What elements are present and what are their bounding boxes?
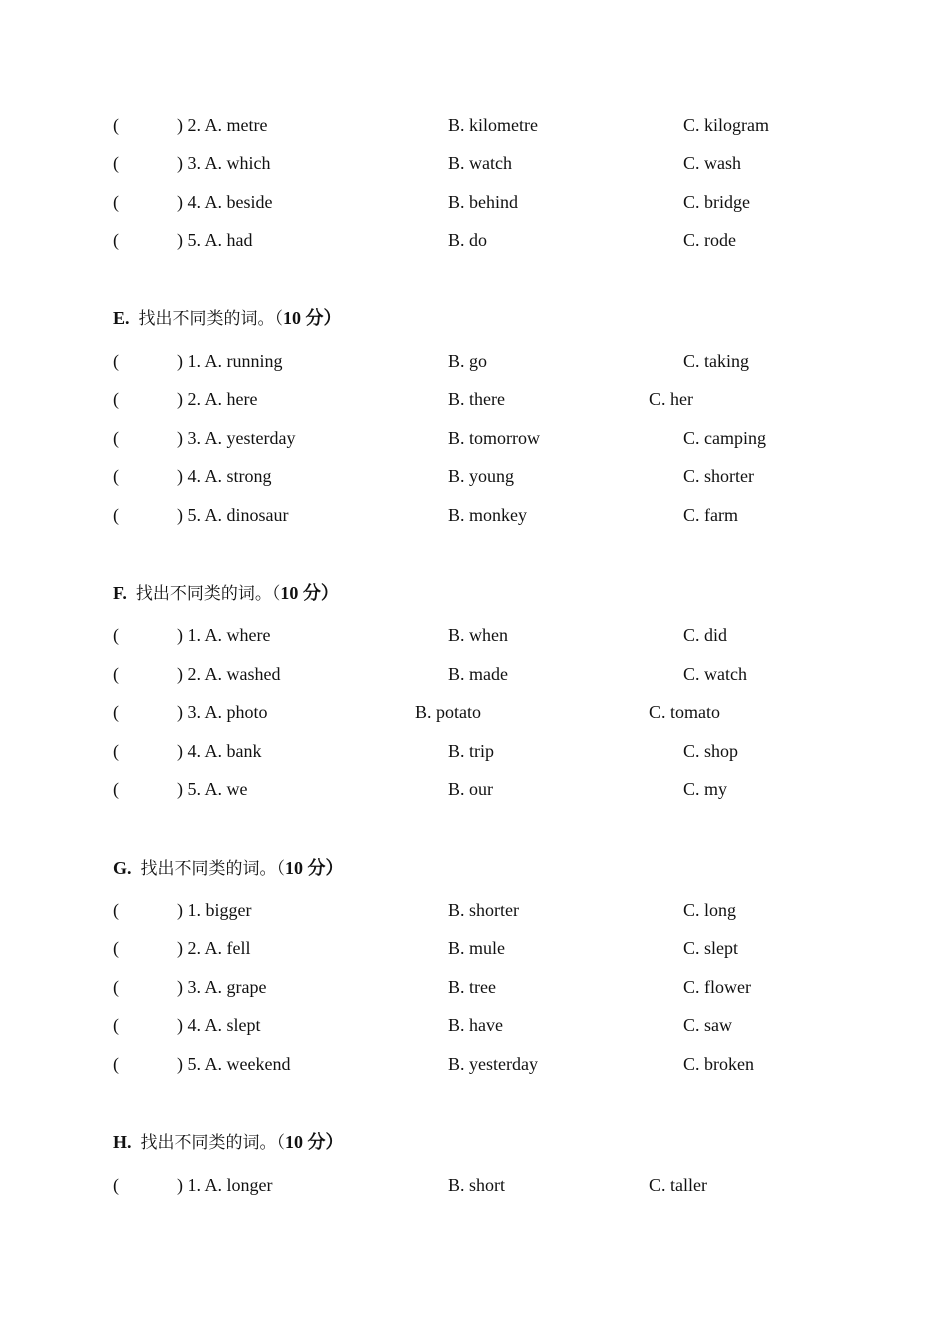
option-a: ) 1. A. where	[177, 625, 271, 645]
option-c: C. farm	[683, 505, 738, 525]
answer-paren: (	[113, 1175, 119, 1195]
option-a: ) 5. A. had	[177, 230, 253, 250]
question-row	[0, 895, 950, 925]
option-b: B. trip	[448, 741, 495, 761]
option-b: B. tomorrow	[448, 428, 540, 448]
option-c: C. saw	[683, 1015, 732, 1035]
question-row	[0, 1010, 950, 1040]
option-c: C. taller	[649, 1175, 707, 1195]
answer-paren: (	[113, 625, 119, 645]
question-row	[0, 972, 950, 1002]
option-a: ) 4. A. strong	[177, 466, 272, 486]
section-title: 找出不同类的词。（	[140, 1133, 286, 1153]
section-title: 找出不同类的词。（	[140, 859, 286, 879]
option-a: ) 2. A. washed	[177, 664, 281, 684]
section-heading-e	[113, 303, 342, 333]
option-c: C. broken	[683, 1054, 754, 1074]
answer-paren: (	[113, 230, 119, 250]
question-row	[0, 697, 950, 727]
option-a: ) 2. A. here	[177, 389, 258, 409]
option-b: B. when	[448, 625, 508, 645]
option-c: C. tomato	[649, 702, 720, 722]
option-a: ) 3. A. which	[177, 153, 271, 173]
answer-paren: (	[113, 977, 119, 997]
option-b: B. watch	[448, 153, 512, 173]
option-b: B. short	[448, 1175, 506, 1195]
option-a: ) 1. bigger	[177, 900, 252, 920]
option-a: ) 2. A. metre	[177, 115, 268, 135]
question-row	[0, 933, 950, 963]
question-row	[0, 620, 950, 650]
option-c: C. taking	[683, 351, 749, 371]
answer-paren: (	[113, 428, 119, 448]
option-c: C. my	[683, 779, 728, 799]
section-letter: G.	[113, 858, 132, 878]
answer-paren: (	[113, 115, 119, 135]
option-c: C. her	[649, 389, 693, 409]
answer-paren: (	[113, 900, 119, 920]
option-a: ) 5. A. dinosaur	[177, 505, 289, 525]
answer-paren: (	[113, 351, 119, 371]
option-b: B. do	[448, 230, 488, 250]
section-heading-g	[113, 853, 344, 883]
option-b: B. shorter	[448, 900, 519, 920]
question-row	[0, 384, 950, 414]
answer-paren: (	[113, 702, 119, 722]
section-points: 10 分）	[285, 858, 344, 878]
answer-paren: (	[113, 664, 119, 684]
section-heading-h	[113, 1127, 344, 1157]
answer-paren: (	[113, 779, 119, 799]
question-row	[0, 423, 950, 453]
question-row	[0, 736, 950, 766]
option-b: B. behind	[448, 192, 518, 212]
option-b: B. monkey	[448, 505, 527, 525]
section-points: 10 分）	[283, 308, 342, 328]
question-row	[0, 148, 950, 178]
answer-paren: (	[113, 938, 119, 958]
option-c: C. kilogram	[683, 115, 769, 135]
question-row	[0, 346, 950, 376]
option-c: C. shorter	[683, 466, 754, 486]
answer-paren: (	[113, 192, 119, 212]
option-a: ) 3. A. grape	[177, 977, 267, 997]
section-title: 找出不同类的词。（	[135, 584, 281, 604]
option-b: B. made	[448, 664, 508, 684]
option-c: C. shop	[683, 741, 739, 761]
section-title: 找出不同类的词。（	[138, 309, 284, 329]
option-b: B. kilometre	[448, 115, 538, 135]
question-row	[0, 1170, 950, 1200]
question-row	[0, 110, 950, 140]
option-a: ) 3. A. photo	[177, 702, 268, 722]
question-row	[0, 774, 950, 804]
option-b: B. young	[448, 466, 515, 486]
section-points: 10 分）	[285, 1132, 344, 1152]
option-a: ) 1. A. longer	[177, 1175, 273, 1195]
option-c: C. did	[683, 625, 728, 645]
option-a: ) 5. A. weekend	[177, 1054, 291, 1074]
answer-paren: (	[113, 1054, 119, 1074]
option-c: C. long	[683, 900, 737, 920]
question-row	[0, 500, 950, 530]
section-heading-f	[113, 578, 339, 608]
option-a: ) 1. A. running	[177, 351, 283, 371]
option-b: B. mule	[448, 938, 505, 958]
option-c: C. wash	[683, 153, 741, 173]
answer-paren: (	[113, 741, 119, 761]
option-c: C. rode	[683, 230, 736, 250]
section-points: 10 分）	[280, 583, 339, 603]
question-row	[0, 1049, 950, 1079]
option-c: C. camping	[683, 428, 766, 448]
section-letter: F.	[113, 583, 127, 603]
question-row	[0, 225, 950, 255]
option-c: C. slept	[683, 938, 739, 958]
option-a: ) 3. A. yesterday	[177, 428, 296, 448]
answer-paren: (	[113, 389, 119, 409]
option-b: B. go	[448, 351, 488, 371]
question-row	[0, 187, 950, 217]
option-b: B. our	[448, 779, 493, 799]
answer-paren: (	[113, 153, 119, 173]
option-a: ) 4. A. bank	[177, 741, 262, 761]
option-b: B. have	[448, 1015, 503, 1035]
question-row	[0, 659, 950, 689]
option-a: ) 5. A. we	[177, 779, 248, 799]
option-b: B. yesterday	[448, 1054, 538, 1074]
option-a: ) 4. A. slept	[177, 1015, 261, 1035]
option-b: B. there	[448, 389, 505, 409]
option-b: B. potato	[415, 702, 481, 722]
section-letter: E.	[113, 308, 130, 328]
answer-paren: (	[113, 505, 119, 525]
option-a: ) 2. A. fell	[177, 938, 251, 958]
option-c: C. watch	[683, 664, 747, 684]
section-letter: H.	[113, 1132, 132, 1152]
option-b: B. tree	[448, 977, 496, 997]
answer-paren: (	[113, 466, 119, 486]
question-row	[0, 461, 950, 491]
answer-paren: (	[113, 1015, 119, 1035]
option-c: C. flower	[683, 977, 751, 997]
option-c: C. bridge	[683, 192, 750, 212]
option-a: ) 4. A. beside	[177, 192, 273, 212]
